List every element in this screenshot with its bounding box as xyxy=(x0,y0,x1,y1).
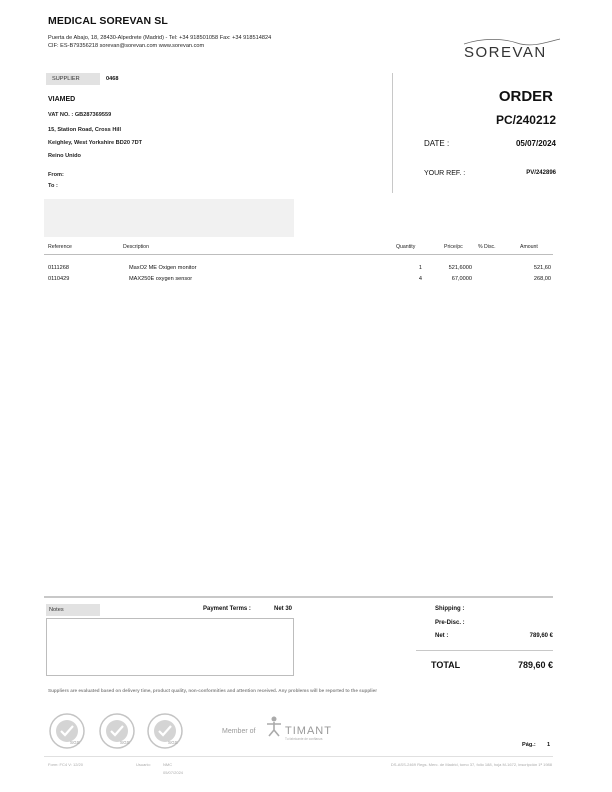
supplier-address1: 15, Station Road, Cross Hill xyxy=(48,127,122,133)
notes-label: Notes xyxy=(46,604,100,616)
payment-terms-label: Payment Terms : xyxy=(203,606,251,612)
col-discount: % Disc. xyxy=(478,244,496,250)
col-price: Price/pc xyxy=(444,244,463,250)
net-label: Net : xyxy=(435,633,449,639)
order-number: PC/240212 xyxy=(495,113,556,127)
col-description: Description xyxy=(123,244,149,250)
logo-text: SOREVAN xyxy=(464,44,547,61)
page-number: 1 xyxy=(547,742,551,748)
bottom-rule xyxy=(44,756,553,757)
member-of-text: Member of xyxy=(222,728,256,735)
row-amount: 521,60 xyxy=(533,265,551,271)
company-logo xyxy=(462,38,562,62)
row-amount: 268,00 xyxy=(533,276,551,282)
vertical-divider xyxy=(392,73,393,193)
your-ref-value: PV/242896 xyxy=(526,170,556,176)
supplier-name: VIAMED xyxy=(48,96,76,103)
row-price: 521,6000 xyxy=(448,265,472,271)
supplier-country: Reino Unido xyxy=(48,153,81,159)
table-row xyxy=(0,265,612,276)
total-label: TOTAL xyxy=(431,660,461,670)
row-description: MAX250E oxygen sensor xyxy=(129,276,193,282)
shipping-label: Shipping : xyxy=(435,606,465,612)
page-label: Pág.: xyxy=(522,742,536,748)
registry-info: DS-ASS-2469 Regs. Merc. de Madrid, tomo 37, folio 188, hoja M-1672, inscripción 1ª 1988 xyxy=(390,762,552,767)
sgs-seal xyxy=(146,712,184,755)
seal-label: SGS xyxy=(168,740,178,745)
supplier-label: SUPPLIER xyxy=(46,73,100,85)
supplier-code: 0468 xyxy=(106,76,119,82)
row-reference: 0111268 xyxy=(48,265,69,271)
to-label: To : xyxy=(48,183,58,189)
supplier-vat: VAT NO. : GB287369559 xyxy=(48,112,112,118)
your-ref-label: YOUR REF. : xyxy=(424,170,466,177)
seal-label: SGS xyxy=(70,740,80,745)
from-label: From: xyxy=(48,172,64,178)
col-quantity: Quantity xyxy=(396,244,416,250)
form-user-label: Usuario: xyxy=(136,762,151,767)
predisc-label: Pre-Disc. : xyxy=(435,620,465,626)
footer-rule xyxy=(44,596,553,598)
totals-rule xyxy=(416,650,553,651)
row-reference: 0110429 xyxy=(48,276,70,282)
sgs-seal xyxy=(48,712,86,755)
row-quantity: 4 xyxy=(418,276,422,282)
form-date: 05/07/2024 xyxy=(163,770,184,775)
form-code: Form: FC4 V: 12/20 xyxy=(48,762,83,767)
row-quantity: 1 xyxy=(418,265,422,271)
certification-seal-icon xyxy=(98,712,136,750)
row-price: 67,0000 xyxy=(451,276,472,282)
delivery-address-box xyxy=(44,199,294,237)
company-name: MEDICAL SOREVAN SL xyxy=(48,15,168,27)
notes-box xyxy=(46,618,294,676)
col-amount: Amount xyxy=(520,244,538,250)
company-address: Puerta de Abajo, 18, 28430-Alpedrete (Madrid) - Tel: +34 918501058 Fax: +34 918514824 xyxy=(48,35,272,41)
total-value: 789,60 € xyxy=(517,660,553,670)
payment-terms-value: Net 30 xyxy=(274,606,293,612)
seal-label: SGS xyxy=(120,740,130,745)
row-description: MaxO2 ME Oxigen monitor xyxy=(129,265,197,271)
order-date: 05/07/2024 xyxy=(515,139,556,148)
supplier-address2: Keighley, West Yorkshire BD20 7DT xyxy=(48,140,143,146)
certification-seal-icon xyxy=(48,712,86,750)
timant-logo-text: TIMANT xyxy=(285,725,332,737)
company-contact: CIF: ES-B79356218 sorevan@sorevan.com www.sorevan.com xyxy=(48,43,205,49)
timant-figure-icon xyxy=(265,715,283,742)
sgs-seal xyxy=(98,712,136,755)
form-user: NMC xyxy=(163,762,173,767)
date-label: DATE : xyxy=(424,139,450,148)
timant-tagline: Tu fabricante de confianza xyxy=(285,737,323,741)
table-header-rule xyxy=(44,254,553,255)
col-reference: Reference xyxy=(48,244,72,250)
table-row xyxy=(0,276,612,287)
certification-seal-icon xyxy=(146,712,184,750)
supplier-disclaimer: Suppliers are evaluated based on delivery time, product quality, non-conformities and attention received. Any problems will be reported to the supplier xyxy=(48,688,378,693)
order-title: ORDER xyxy=(498,88,553,105)
net-value: 789,60 € xyxy=(529,633,553,639)
